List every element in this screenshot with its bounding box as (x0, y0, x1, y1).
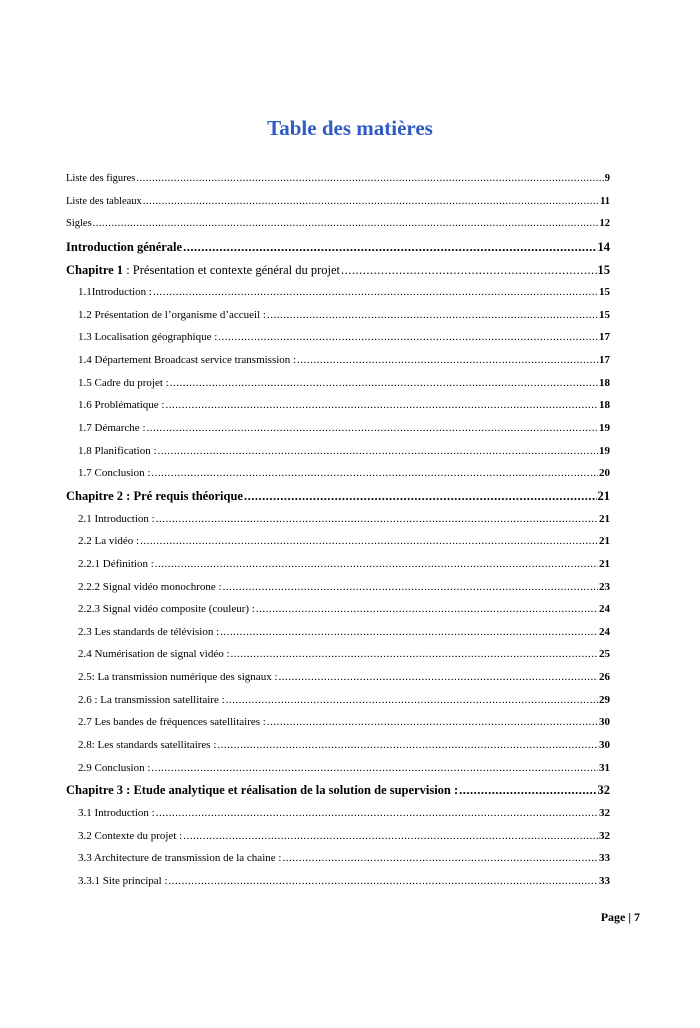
toc-entry[interactable] (66, 757, 610, 780)
dot-leader (279, 666, 599, 689)
toc-page-number: 32 (599, 829, 610, 842)
toc-entry-text: 1.7 Conclusion : (78, 467, 151, 480)
dot-leader (341, 259, 597, 282)
toc-entry[interactable] (66, 689, 610, 712)
toc-entry-text: 2.7 Les bandes de fréquences satellitaires : (78, 716, 266, 729)
toc-entry[interactable] (66, 553, 610, 576)
toc-entry-text: Sigles (66, 218, 92, 230)
toc-entry[interactable] (66, 440, 610, 463)
toc-entry-label (66, 191, 142, 214)
toc-page-number: 17 (599, 331, 610, 344)
toc-entry-label (78, 757, 150, 780)
table-of-contents (66, 168, 610, 893)
dot-leader (156, 802, 598, 825)
toc-page-number: 33 (599, 852, 610, 865)
toc-chapter-title: : Présentation et contexte général du projet (123, 262, 340, 277)
toc-entry-text: 2.8: Les standards satellitaires : (78, 739, 217, 752)
toc-entry-label (78, 689, 225, 712)
toc-entry[interactable] (66, 213, 610, 236)
toc-entry-label (78, 666, 278, 689)
dot-leader (218, 326, 598, 349)
toc-entry-label (78, 711, 266, 734)
toc-entry-text: Chapitre 3 : Etude analytique et réalisation de la solution de supervision : (66, 783, 459, 798)
toc-entry[interactable] (66, 870, 610, 893)
toc-entry-label (78, 530, 139, 553)
toc-entry-text: 3.3.1 Site principal : (78, 874, 168, 887)
toc-entry[interactable] (66, 326, 610, 349)
toc-entry[interactable] (66, 304, 610, 327)
toc-entry[interactable] (66, 825, 610, 848)
toc-entry-text: 2.2.1 Définition : (78, 557, 154, 570)
toc-entry-text: 2.2.2 Signal vidéo monochrone : (78, 580, 222, 593)
toc-page-number: 21 (597, 488, 610, 503)
toc-chapter-prefix: Chapitre 1 (66, 262, 124, 277)
toc-page-number: 29 (599, 693, 610, 706)
toc-entry-text: 2.1 Introduction : (78, 512, 155, 525)
toc-entry[interactable] (66, 372, 610, 395)
toc-entry-label (78, 462, 150, 485)
toc-entry-label (78, 349, 296, 372)
dot-leader (165, 394, 598, 417)
toc-entry-label (78, 847, 281, 870)
toc-page-number: 19 (599, 444, 610, 457)
toc-entry[interactable] (66, 394, 610, 417)
toc-entry[interactable] (66, 711, 610, 734)
toc-entry-text: 1.3 Localisation géographique : (78, 331, 218, 344)
toc-page-number: 15 (597, 262, 610, 277)
toc-entry-text: 1.6 Problématique : (78, 399, 165, 412)
toc-entry-label (66, 168, 135, 191)
toc-entry-text: 3.3 Architecture de transmission de la chaine : (78, 852, 282, 865)
dot-leader (156, 508, 598, 531)
toc-entry-label (78, 553, 154, 576)
toc-page-number: 25 (599, 648, 610, 661)
dot-leader (220, 621, 598, 644)
toc-entry-text: 3.1 Introduction : (78, 806, 155, 819)
toc-entry[interactable] (66, 530, 610, 553)
toc-page-number: 12 (599, 218, 610, 230)
toc-page-number: 18 (599, 399, 610, 412)
dot-leader (282, 847, 598, 870)
dot-leader (231, 643, 598, 666)
toc-page-number: 32 (597, 783, 610, 798)
toc-entry[interactable] (66, 508, 610, 531)
dot-leader (267, 304, 598, 327)
dot-leader (140, 530, 598, 553)
toc-entry-text: 2.5: La transmission numérique des signaux : (78, 671, 278, 684)
toc-entry-text: 2.4 Numérisation de signal vidéo : (78, 648, 230, 661)
toc-entry-label (78, 281, 152, 304)
toc-page-number: 30 (599, 716, 610, 729)
toc-entry[interactable] (66, 576, 610, 599)
toc-entry-label (78, 326, 217, 349)
dot-leader (151, 462, 598, 485)
toc-entry[interactable] (66, 666, 610, 689)
toc-entry-text: 2.9 Conclusion : (78, 761, 151, 774)
dot-leader (93, 213, 599, 236)
toc-entry-label (78, 508, 155, 531)
toc-page-number: 31 (599, 761, 610, 774)
dot-leader (223, 576, 598, 599)
toc-entry-label (78, 394, 164, 417)
toc-entry-label (78, 304, 266, 327)
dot-leader (256, 598, 598, 621)
dot-leader (226, 689, 598, 712)
toc-entry-text: Chapitre 2 : Pré requis théorique (66, 488, 243, 503)
toc-page-number: 32 (599, 806, 610, 819)
toc-page-number: 9 (604, 173, 610, 184)
toc-page-number: 21 (599, 512, 610, 525)
toc-entry[interactable] (66, 462, 610, 485)
toc-entry-text: 1.1Introduction : (78, 286, 152, 299)
toc-entry-text: 2.2 La vidéo : (78, 535, 140, 548)
toc-entry[interactable] (66, 779, 610, 802)
toc-page-number: 15 (599, 286, 610, 299)
toc-entry[interactable] (66, 485, 610, 508)
dot-leader (459, 779, 596, 802)
toc-entry[interactable] (66, 598, 610, 621)
toc-entry[interactable] (66, 417, 610, 440)
toc-page-number: 11 (600, 195, 610, 207)
toc-entry-label (66, 779, 458, 802)
toc-page-number: 26 (599, 671, 610, 684)
dot-leader (136, 168, 603, 191)
toc-entry-label (78, 576, 222, 599)
toc-entry-label (78, 621, 219, 644)
toc-page-number: 23 (599, 580, 610, 593)
toc-entry-text: 1.2 Présentation de l’organisme d’accueil : (78, 308, 266, 321)
toc-entry-label (66, 236, 182, 259)
dot-leader (297, 349, 598, 372)
toc-entry[interactable] (66, 236, 610, 259)
toc-entry[interactable] (66, 847, 610, 870)
toc-entry-text: 1.5 Cadre du projet : (78, 376, 169, 389)
dot-leader (267, 711, 598, 734)
toc-entry-text: 1.7 Démarche : (78, 422, 146, 435)
toc-entry-label (78, 825, 182, 848)
dot-leader (158, 440, 598, 463)
toc-entry-text: 2.6 : La transmission satellitaire : (78, 693, 225, 706)
toc-entry-text: Liste des tableaux (66, 195, 142, 207)
toc-page-number: 18 (599, 376, 610, 389)
toc-entry[interactable] (66, 643, 610, 666)
toc-page-number: 19 (599, 422, 610, 435)
toc-entry-label (78, 870, 168, 893)
dot-leader (217, 734, 598, 757)
toc-page-number: 30 (599, 739, 610, 752)
toc-entry-text: Liste des figures (66, 173, 136, 184)
toc-entry[interactable] (66, 259, 610, 282)
dot-leader (170, 372, 598, 395)
toc-entry[interactable] (66, 281, 610, 304)
toc-page-number: 17 (599, 354, 610, 367)
toc-entry-label (78, 598, 255, 621)
toc-page-number: 21 (599, 535, 610, 548)
toc-page-number: 24 (599, 603, 610, 616)
dot-leader (244, 485, 597, 508)
dot-leader (169, 870, 598, 893)
dot-leader (153, 281, 598, 304)
toc-entry-label (78, 372, 169, 395)
dot-leader (183, 825, 598, 848)
toc-entry-label (78, 802, 155, 825)
toc-entry-text: 2.3 Les standards de télévision : (78, 625, 220, 638)
toc-entry-label (78, 643, 230, 666)
toc-page-number: 24 (599, 625, 610, 638)
dot-leader (143, 191, 599, 214)
toc-entry[interactable] (66, 168, 610, 191)
toc-entry-label (66, 485, 243, 508)
toc-entry[interactable] (66, 191, 610, 214)
toc-entry-text: Introduction générale (66, 239, 183, 254)
toc-entry-label (78, 417, 146, 440)
dot-leader (183, 236, 596, 259)
toc-entry-label (66, 213, 92, 236)
toc-entry-label (78, 734, 216, 757)
toc-entry-text: 1.8 Planification : (78, 444, 157, 457)
toc-entry[interactable] (66, 349, 610, 372)
page-number-footer: Page | 7 (600, 910, 640, 924)
dot-leader (147, 417, 599, 440)
toc-entry-label (78, 440, 157, 463)
toc-entry[interactable] (66, 802, 610, 825)
toc-page-number: 21 (599, 557, 610, 570)
dot-leader (151, 757, 598, 780)
toc-entry[interactable] (66, 621, 610, 644)
toc-entry-text: 1.4 Département Broadcast service transmission : (78, 354, 297, 367)
dot-leader (155, 553, 598, 576)
toc-entry-text: 2.2.3 Signal vidéo composite (couleur) : (78, 603, 255, 616)
toc-entry[interactable] (66, 734, 610, 757)
toc-page-number: 33 (599, 874, 610, 887)
toc-page-number: 14 (597, 239, 610, 254)
toc-page-number: 20 (599, 467, 610, 480)
page-title: Table des matières (267, 116, 433, 140)
toc-page-number: 15 (599, 308, 610, 321)
toc-entry-text: 3.2 Contexte du projet : (78, 829, 183, 842)
toc-entry-label (66, 259, 340, 282)
